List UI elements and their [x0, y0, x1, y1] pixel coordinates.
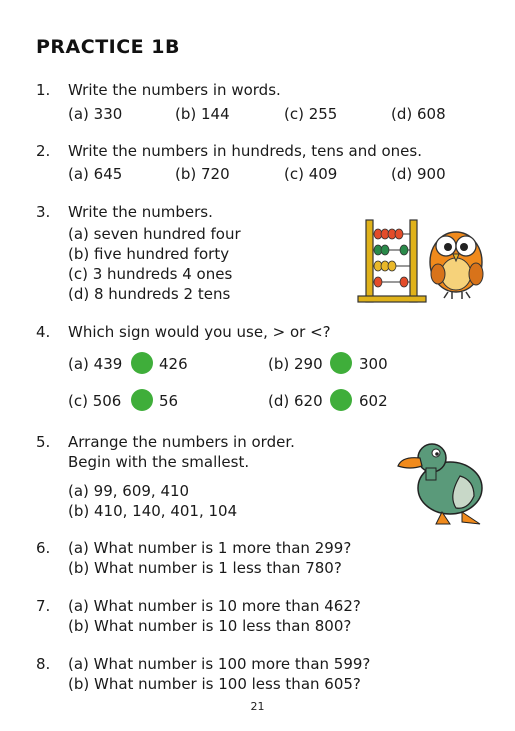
- page-number: 21: [250, 700, 265, 713]
- comparison-sign-blank: [131, 389, 153, 411]
- question-4-text: Which sign would you use, > or <?: [68, 323, 331, 341]
- question-8-number: 8.: [36, 655, 51, 673]
- question-1-option-d: (d) 608: [391, 105, 446, 123]
- question-4-number: 4.: [36, 323, 51, 341]
- question-3-text: Write the numbers.: [68, 203, 213, 221]
- question-6-number: 6.: [36, 539, 51, 557]
- question-4-c-right: 56: [159, 392, 179, 410]
- duck-illustration: [396, 438, 492, 528]
- question-3-option-d: (d) 8 hundreds 2 tens: [68, 285, 231, 303]
- abacus-owl-illustration: [352, 212, 488, 304]
- question-2-number: 2.: [36, 142, 51, 160]
- question-2-option-b: (b) 720: [175, 165, 230, 183]
- question-2-option-c: (c) 409: [284, 165, 338, 183]
- question-4-b-left: (b) 290: [268, 355, 323, 373]
- question-7-option-b: (b) What number is 10 less than 800?: [68, 617, 352, 635]
- question-4-a-left: (a) 439: [68, 355, 123, 373]
- question-3-option-b: (b) five hundred forty: [68, 245, 230, 263]
- question-5-text-line-2: Begin with the smallest.: [68, 453, 250, 471]
- question-5-text-line-1: Arrange the numbers in order.: [68, 433, 295, 451]
- question-3-option-c: (c) 3 hundreds 4 ones: [68, 265, 233, 283]
- question-2-text: Write the numbers in hundreds, tens and ones.: [68, 142, 422, 160]
- question-5-option-a: (a) 99, 609, 410: [68, 482, 190, 500]
- comparison-sign-blank: [131, 352, 153, 374]
- question-2-option-d: (d) 900: [391, 165, 446, 183]
- question-2-option-a: (a) 645: [68, 165, 123, 183]
- question-1-option-c: (c) 255: [284, 105, 338, 123]
- question-1-number: 1.: [36, 81, 51, 99]
- question-1-text: Write the numbers in words.: [68, 81, 281, 99]
- question-5-option-b: (b) 410, 140, 401, 104: [68, 502, 238, 520]
- question-4-d-right: 602: [359, 392, 388, 410]
- question-4-a-right: 426: [159, 355, 188, 373]
- question-1-option-b: (b) 144: [175, 105, 230, 123]
- question-4-c-left: (c) 506: [68, 392, 122, 410]
- question-3-number: 3.: [36, 203, 51, 221]
- question-7-option-a: (a) What number is 10 more than 462?: [68, 597, 361, 615]
- question-7-number: 7.: [36, 597, 51, 615]
- question-8-option-b: (b) What number is 100 less than 605?: [68, 675, 361, 693]
- question-5-number: 5.: [36, 433, 51, 451]
- comparison-sign-blank: [330, 389, 352, 411]
- question-6-option-a: (a) What number is 1 more than 299?: [68, 539, 352, 557]
- question-6-option-b: (b) What number is 1 less than 780?: [68, 559, 342, 577]
- page-title: PRACTICE 1B: [36, 36, 180, 58]
- question-3-option-a: (a) seven hundred four: [68, 225, 241, 243]
- comparison-sign-blank: [330, 352, 352, 374]
- question-4-b-right: 300: [359, 355, 388, 373]
- question-8-option-a: (a) What number is 100 more than 599?: [68, 655, 371, 673]
- question-1-option-a: (a) 330: [68, 105, 123, 123]
- question-4-d-left: (d) 620: [268, 392, 323, 410]
